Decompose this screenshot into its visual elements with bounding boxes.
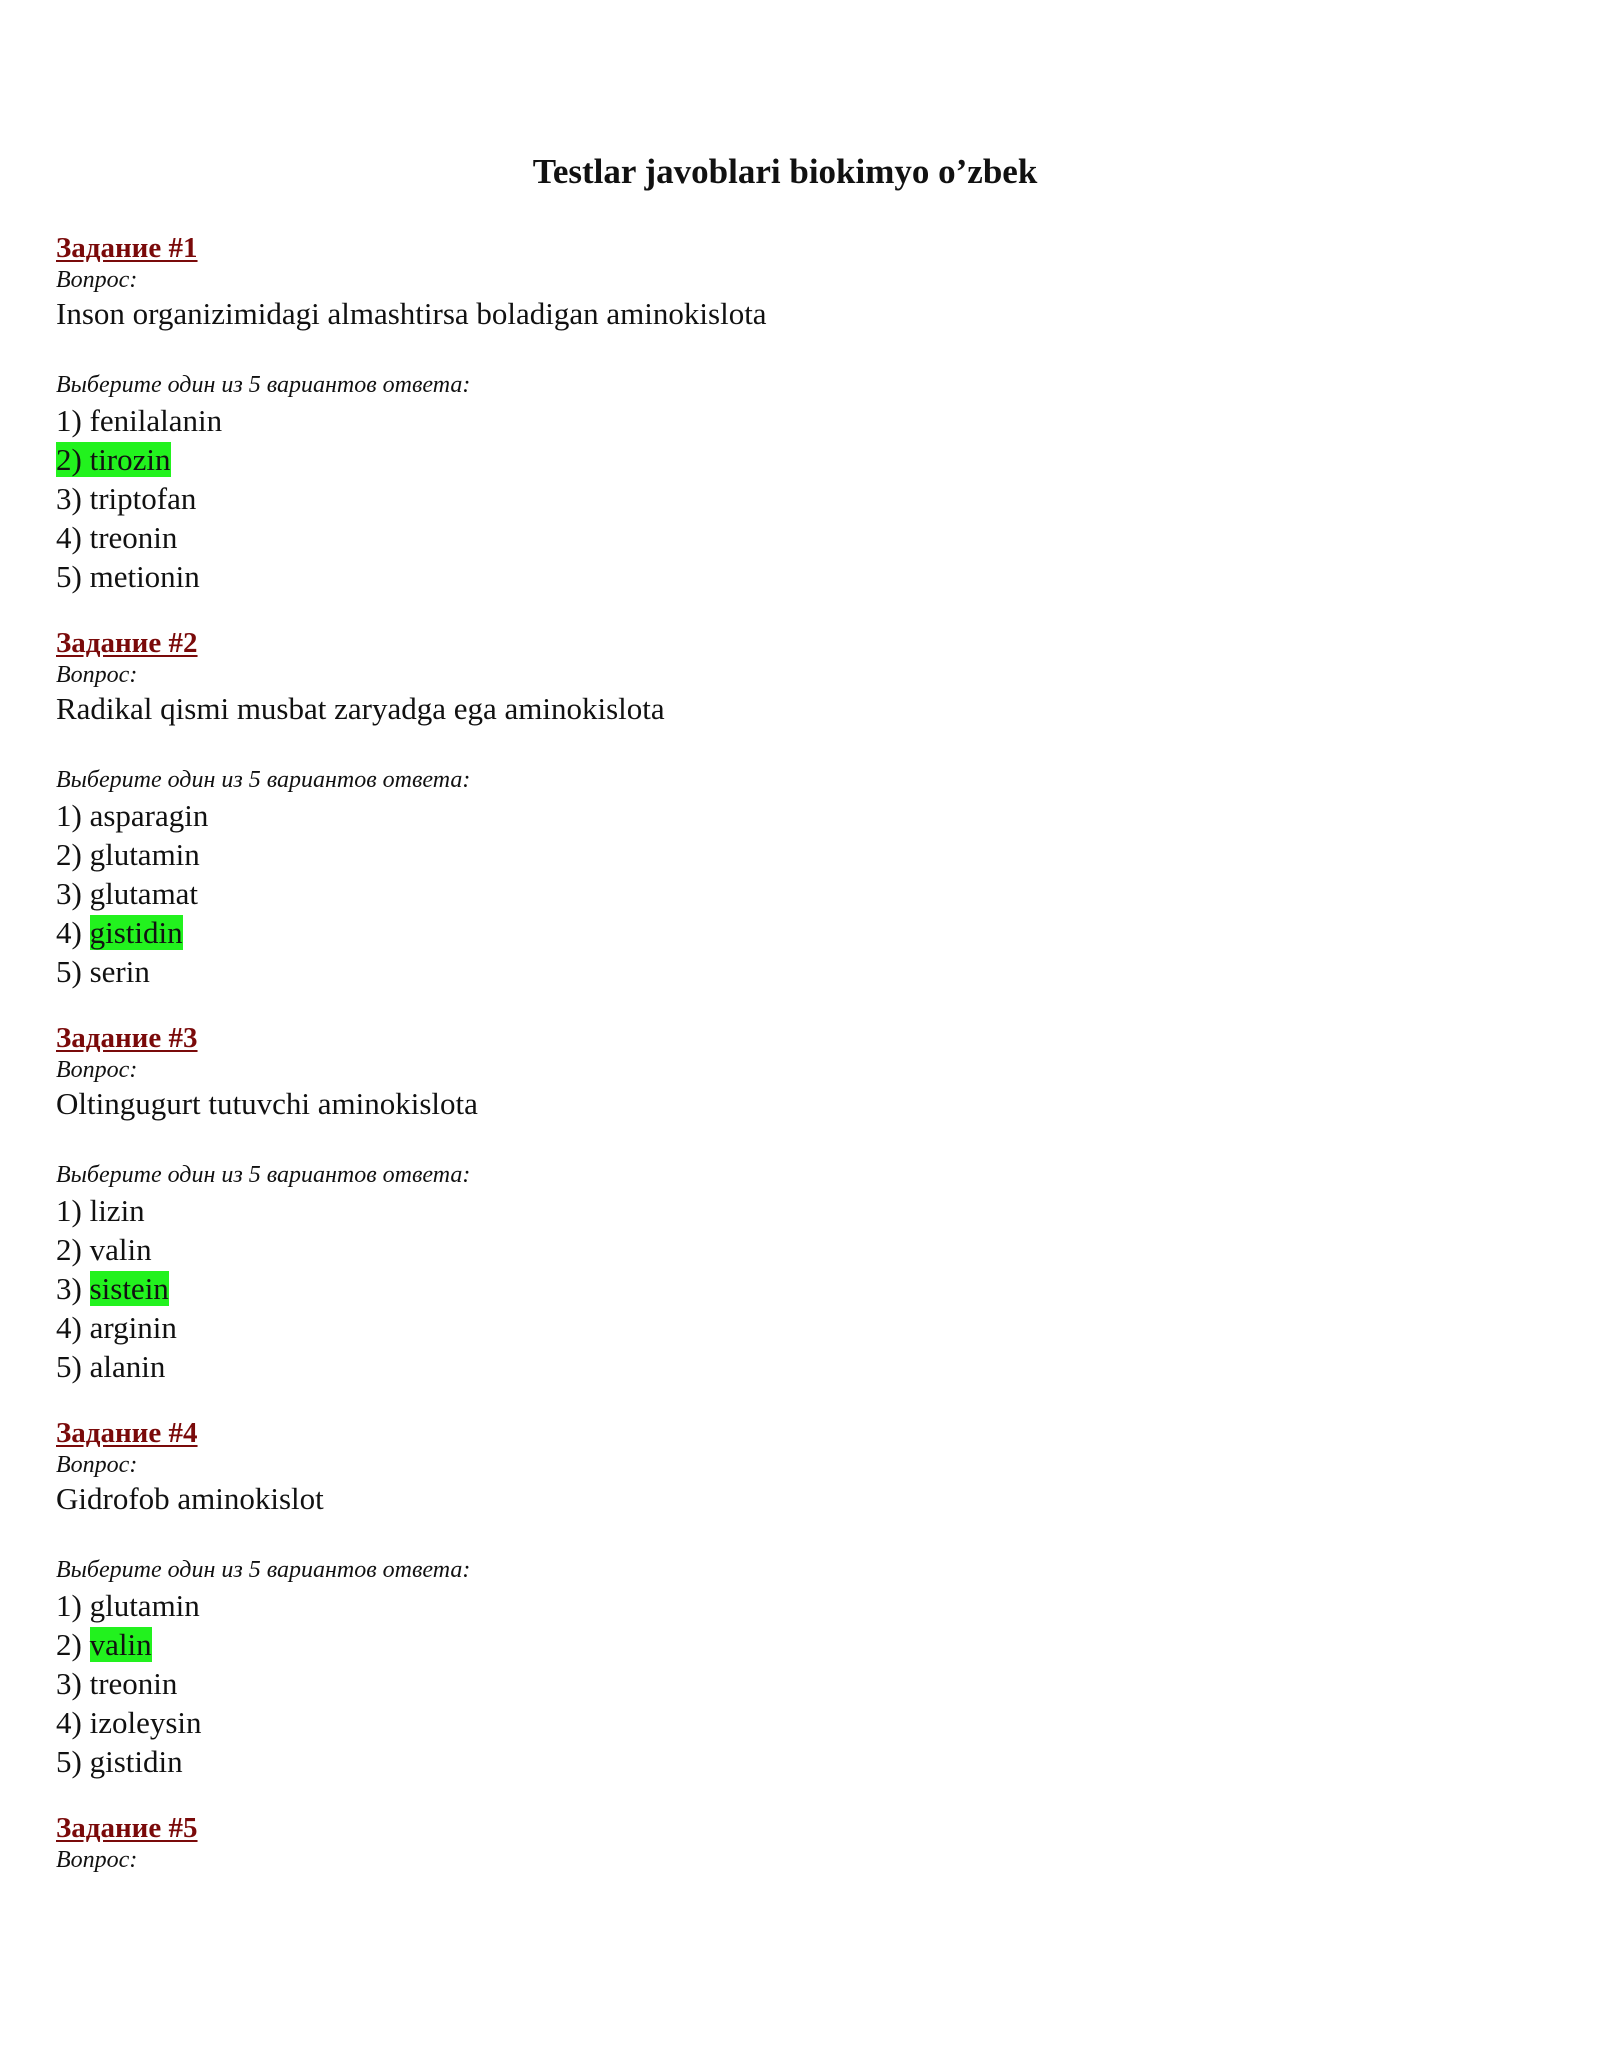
option-number: 1) <box>56 1193 82 1228</box>
task-list <box>56 230 1536 1903</box>
option-text: alanin <box>89 1349 166 1384</box>
option-text: metionin <box>89 559 200 594</box>
option-number: 3) <box>56 1666 82 1701</box>
choose-instruction: Выберите один из 5 вариантов ответа: <box>56 1162 471 1188</box>
option-text: glutamin <box>89 837 200 872</box>
correct-answer-highlight: sistein <box>89 1271 169 1306</box>
option-number: 3) <box>56 481 82 516</box>
option-number: 2) <box>56 1232 82 1267</box>
answer-options <box>56 401 1536 596</box>
answer-option <box>56 401 1536 440</box>
choose-instruction: Выберите один из 5 вариантов ответа: <box>56 1557 471 1583</box>
question-label: Вопрос: <box>56 662 138 688</box>
option-number: 5) <box>56 559 82 594</box>
option-text: treonin <box>89 520 178 555</box>
answer-option <box>56 1586 1536 1625</box>
option-text: treonin <box>89 1666 178 1701</box>
question-text: Radikal qismi musbat zaryadga ega aminokislota <box>56 691 665 726</box>
task-block <box>56 625 1536 991</box>
answer-option <box>56 1625 1536 1664</box>
answer-option <box>56 835 1536 874</box>
answer-option <box>56 1308 1536 1347</box>
option-number: 4) <box>56 915 82 950</box>
option-text: triptofan <box>89 481 197 516</box>
option-number: 4) <box>56 1705 82 1740</box>
option-number: 5) <box>56 1349 82 1384</box>
option-number: 5) <box>56 954 82 989</box>
answer-option <box>56 1269 1536 1308</box>
answer-option <box>56 1703 1536 1742</box>
choose-instruction: Выберите один из 5 вариантов ответа: <box>56 767 471 793</box>
correct-answer-highlight: gistidin <box>89 915 183 950</box>
answer-option <box>56 913 1536 952</box>
task-heading: Задание #1 <box>56 232 198 264</box>
option-text: fenilalanin <box>89 403 223 438</box>
option-text: valin <box>89 1232 152 1267</box>
option-number: 3) <box>56 876 82 911</box>
answer-options <box>56 1586 1536 1781</box>
option-number: 5) <box>56 1744 82 1779</box>
option-text: tirozin <box>89 442 171 477</box>
correct-answer-highlight: valin <box>89 1627 152 1662</box>
task-block <box>56 230 1536 596</box>
question-label: Вопрос: <box>56 1452 138 1478</box>
question-label: Вопрос: <box>56 1847 138 1873</box>
task-block <box>56 1020 1536 1386</box>
option-text: glutamin <box>89 1588 200 1623</box>
option-number: 1) <box>56 798 82 833</box>
answer-option <box>56 1742 1536 1781</box>
option-text: serin <box>89 954 150 989</box>
option-number: 1) <box>56 403 82 438</box>
question-text: Oltingugurt tutuvchi aminokislota <box>56 1086 478 1121</box>
option-number: 1) <box>56 1588 82 1623</box>
answer-option <box>56 1664 1536 1703</box>
option-number: 3) <box>56 1271 82 1306</box>
answer-option <box>56 796 1536 835</box>
task-heading: Задание #2 <box>56 627 198 659</box>
choose-instruction: Выберите один из 5 вариантов ответа: <box>56 372 471 398</box>
answer-option <box>56 1347 1536 1386</box>
task-block <box>56 1415 1536 1781</box>
question-label: Вопрос: <box>56 1057 138 1083</box>
answer-option <box>56 1230 1536 1269</box>
document-title: Testlar javoblari biokimyo o’zbek <box>532 152 1038 191</box>
answer-option <box>56 479 1536 518</box>
option-text: lizin <box>89 1193 145 1228</box>
option-number: 4) <box>56 1310 82 1345</box>
answer-option <box>56 874 1536 913</box>
answer-options <box>56 796 1536 991</box>
option-text: asparagin <box>89 798 209 833</box>
option-number: 2) <box>56 837 82 872</box>
answer-option <box>56 440 1536 479</box>
question-text: Inson organizimidagi almashtirsa boladigan aminokislota <box>56 296 767 331</box>
answer-option <box>56 1191 1536 1230</box>
question-text: Gidrofob aminokislot <box>56 1481 324 1516</box>
option-text: izoleysin <box>89 1705 202 1740</box>
option-text: arginin <box>89 1310 177 1345</box>
task-block <box>56 1810 1536 1874</box>
question-label: Вопрос: <box>56 267 138 293</box>
answer-option <box>56 518 1536 557</box>
answer-option <box>56 557 1536 596</box>
task-heading: Задание #4 <box>56 1417 198 1449</box>
task-heading: Задание #3 <box>56 1022 198 1054</box>
correct-answer-highlight <box>56 442 171 477</box>
option-text: gistidin <box>89 1744 183 1779</box>
answer-options <box>56 1191 1536 1386</box>
option-number: 2) <box>56 442 82 477</box>
option-number: 4) <box>56 520 82 555</box>
task-heading: Задание #5 <box>56 1812 198 1844</box>
answer-option <box>56 952 1536 991</box>
option-text: glutamat <box>89 876 199 911</box>
option-number: 2) <box>56 1627 82 1662</box>
